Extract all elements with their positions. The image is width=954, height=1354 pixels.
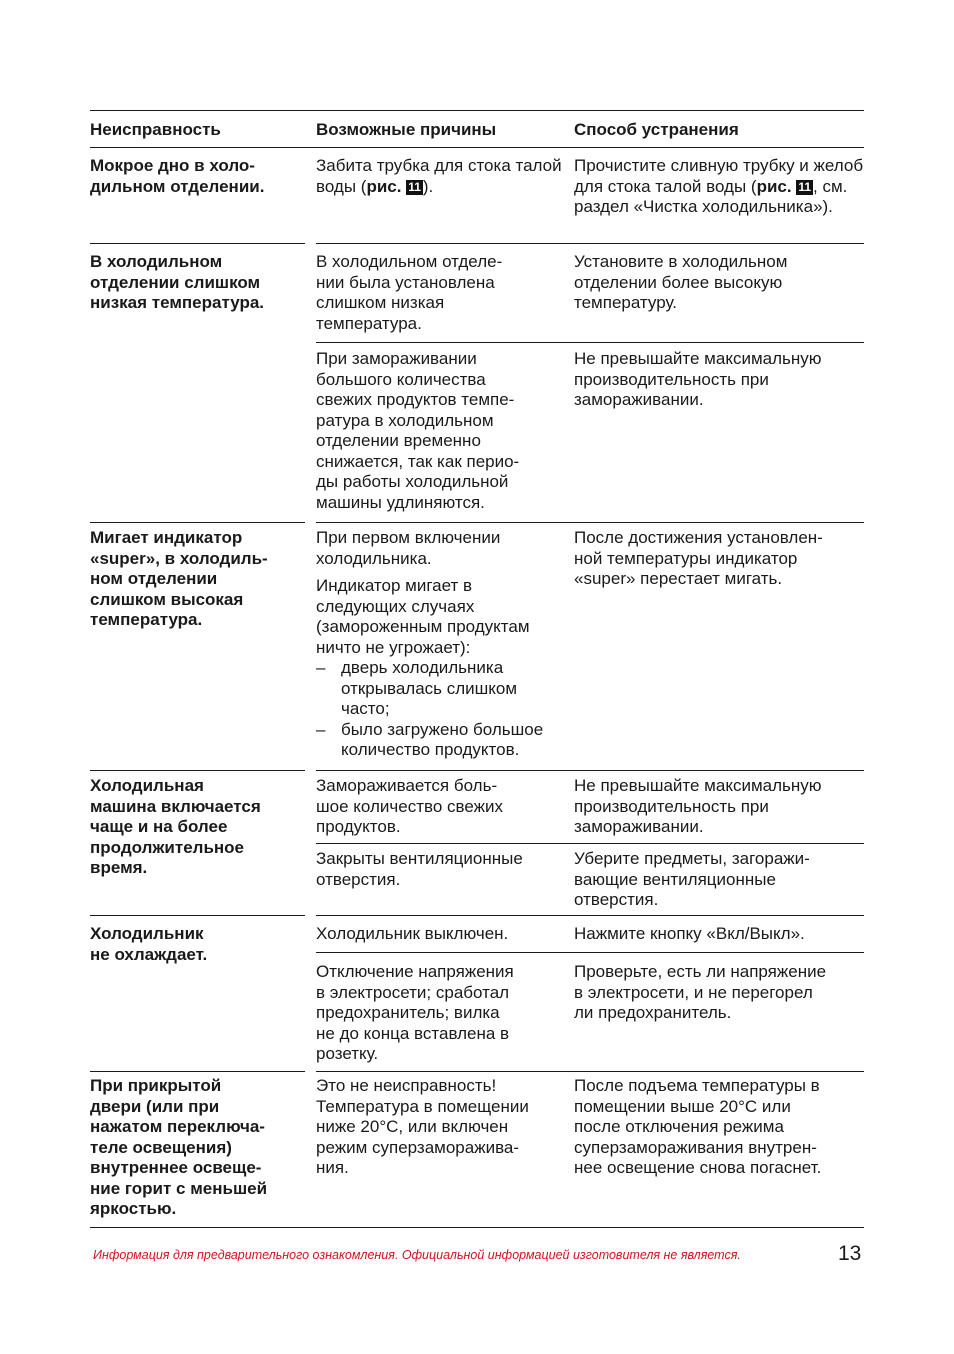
footer-disclaimer: Информация для предварительного ознакомления. Официальной информацией изготовителя не является. (93, 1248, 741, 1262)
row-2-remedy-1: Установите в холодильном отделении более высокую температуру. (574, 252, 788, 312)
figure-badge: 11 (408, 179, 421, 194)
row-divider (316, 915, 864, 916)
header-rule (90, 147, 864, 148)
row-4-cause-1: Замораживается боль- шое количество свежих продуктов. (316, 776, 503, 836)
header-fault: Неисправность (90, 120, 221, 139)
row-6-fault: При прикрытой двери (или при нажатом переключа- теле освещения) внутреннее освеще- ние горит с меньшей яркостью. (90, 1076, 268, 1218)
row-2-cause-2: При замораживании большого количества свежих продуктов темпе- ратура в холодильном отделении временно снижается, так как перио- ды работы холодильной машины удлиняются. (316, 349, 520, 512)
row-4-cause-2: Закрыты вентиляционные отверстия. (316, 849, 523, 889)
bullet-item (316, 658, 568, 720)
row-1-cause-text: Забита трубка для стока талой воды ( (316, 156, 562, 196)
row-2-cause-1: В холодильном отделе- нии была установлена слишком низкая температура. (316, 252, 503, 333)
row-5-cause-1: Холодильник выключен. (316, 924, 509, 943)
row-5-remedy-1: Нажмите кнопку «Вкл/Выкл». (574, 924, 805, 943)
sub-row-divider (316, 342, 864, 343)
row-3-cause-a: При первом включении холодильника. (316, 528, 501, 568)
sub-row-divider (316, 952, 864, 953)
row-1-fault: Мокрое дно в холо- дильном отделении. (90, 156, 265, 196)
row-divider (316, 243, 864, 244)
bullet-dash: – (316, 658, 326, 677)
bullet-item (316, 720, 568, 761)
row-divider (316, 1071, 864, 1072)
row-4-remedy-2: Уберите предметы, загоражи- вающие вентиляционные отверстия. (574, 849, 810, 909)
row-4-fault: Холодильная машина включается чаще и на более продолжительное время. (90, 776, 261, 877)
page-number: 13 (838, 1242, 862, 1265)
row-divider (90, 1071, 305, 1072)
figure-badge: 11 (798, 179, 812, 194)
row-3-remedy: После достижения установлен- ной температуры индикатор «super» перестает мигать. (574, 528, 823, 588)
row-3-cause-b: Индикатор мигает в следующих случаях (замороженным продуктам ничто не угрожает): (316, 576, 530, 657)
row-divider (90, 770, 305, 771)
sub-row-divider (316, 843, 864, 844)
row-1-remedy-end: , см. раздел «Чистка холодильника»). (574, 176, 848, 216)
bullet-text: было загружено большое количество продуктов. (341, 719, 544, 759)
row-2-remedy-2: Не превышайте максимальную производительность при замораживании. (574, 349, 822, 409)
row-5-fault: Холодильник не охлаждает. (90, 924, 208, 964)
bullet-text: дверь холодильника открывалась слишком часто; (341, 658, 518, 718)
header-cause: Возможные причины (316, 120, 497, 139)
row-1-cause-ref: рис. (366, 176, 402, 196)
table-top-rule (90, 110, 864, 111)
row-4-remedy-1: Не превышайте максимальную производительность при замораживании. (574, 776, 822, 836)
row-3-cause (316, 528, 568, 761)
row-1-cause-end: ). (422, 176, 434, 196)
row-1-remedy-text: Прочистите сливную трубку и желоб для стока талой воды ( (574, 156, 864, 196)
table-bottom-rule (90, 1227, 864, 1228)
row-6-cause: Это не неисправность! Температура в помещении ниже 20°C, или включен режим суперзаморажива- ния. (316, 1076, 529, 1177)
row-divider (316, 770, 864, 771)
header-remedy: Способ устранения (574, 120, 739, 139)
row-divider (90, 243, 305, 244)
row-5-cause-2: Отключение напряжения в электросети; сработал предохранитель; вилка не до конца вставлена в розетку. (316, 962, 514, 1063)
row-3-fault: Мигает индикатор «super», в холодиль- ном отделении слишком высокая температура. (90, 528, 268, 629)
bullet-dash: – (316, 719, 326, 739)
row-1-cause (316, 156, 568, 197)
row-5-remedy-2: Проверьте, есть ли напряжение в электросети, и не перегорел ли предохранитель. (574, 962, 827, 1022)
row-divider (316, 522, 864, 523)
row-1-remedy-ref: рис. (756, 176, 792, 196)
row-divider (90, 522, 305, 523)
row-1-remedy (574, 156, 866, 218)
row-2-fault: В холодильном отделении слишком низкая температура. (90, 252, 265, 312)
row-6-remedy: После подъема температуры в помещении выше 20°C или после отключения режима суперзамораживания внутрен- нее освещение снова погаснет. (574, 1076, 822, 1177)
row-divider (90, 915, 305, 916)
